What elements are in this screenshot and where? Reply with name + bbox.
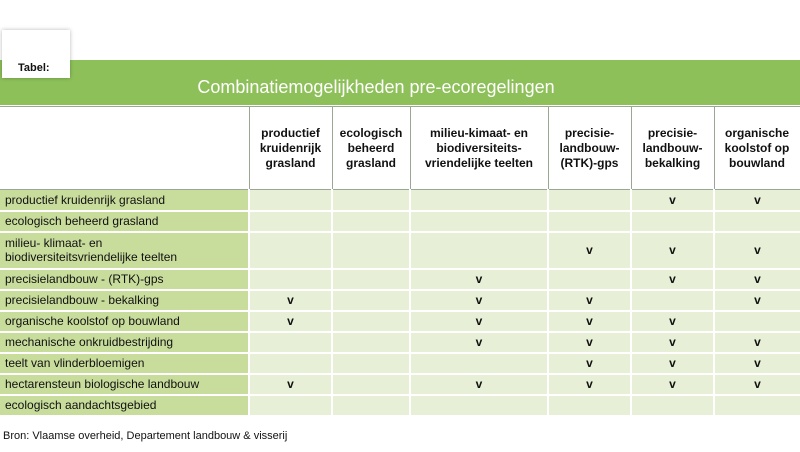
table-row [0, 374, 800, 395]
row-label: teelt van vlinderbloemigen [0, 353, 249, 374]
column-header-text: productief kruidenrijk grasland [259, 125, 322, 170]
table-cell [332, 311, 410, 332]
table-cell: v [631, 190, 714, 211]
table-cell [332, 353, 410, 374]
table-title: Combinatiemogelijkheden pre-ecoregelingen [197, 77, 555, 97]
table-cell: v [714, 374, 800, 395]
table-cell [631, 395, 714, 416]
table-cell: v [249, 290, 332, 311]
table-cell [249, 332, 332, 353]
column-header [714, 107, 800, 190]
table-cell [410, 232, 548, 269]
table-cell: v [249, 311, 332, 332]
table-cell: v [410, 269, 548, 290]
row-label: mechanische onkruidbestrijding [0, 332, 249, 353]
table-cell: v [631, 332, 714, 353]
table-cell: v [249, 374, 332, 395]
row-label: productief kruidenrijk grasland [0, 190, 249, 211]
table-cell [548, 211, 631, 232]
table-cell: v [410, 332, 548, 353]
table-row [0, 311, 800, 332]
table-tag-label: Tabel: [18, 62, 50, 74]
row-label: organische koolstof op bouwland [0, 311, 249, 332]
table-cell [410, 190, 548, 211]
table-cell: v [548, 311, 631, 332]
table-row [0, 353, 800, 374]
table-cell [714, 311, 800, 332]
table-cell [631, 211, 714, 232]
table-cell [332, 290, 410, 311]
table-cell: v [714, 190, 800, 211]
table-cell: v [548, 232, 631, 269]
table-cell [249, 190, 332, 211]
table-cell [332, 374, 410, 395]
column-header [548, 107, 631, 190]
row-label: hectarensteun biologische landbouw [0, 374, 249, 395]
table-cell: v [410, 374, 548, 395]
table-cell [548, 395, 631, 416]
table-cell [249, 211, 332, 232]
table-cell [631, 290, 714, 311]
table-row [0, 290, 800, 311]
table-cell: v [410, 311, 548, 332]
table-cell [332, 269, 410, 290]
table-cell [249, 269, 332, 290]
table-cell: v [714, 353, 800, 374]
table-body [0, 190, 800, 416]
table-cell: v [631, 311, 714, 332]
column-header [332, 107, 410, 190]
row-label: ecologisch aandachtsgebied [0, 395, 249, 416]
table-row [0, 332, 800, 353]
table-cell [548, 190, 631, 211]
table-cell: v [548, 353, 631, 374]
table-cell: v [410, 290, 548, 311]
table-cell [410, 211, 548, 232]
table-cell [332, 395, 410, 416]
table-cell: v [631, 269, 714, 290]
table-cell: v [714, 290, 800, 311]
table-cell [249, 232, 332, 269]
column-header-text: precisie- landbouw- bekalking [642, 125, 703, 170]
table-cell [410, 395, 548, 416]
table-cell: v [631, 374, 714, 395]
table-row [0, 395, 800, 416]
table-row [0, 190, 800, 211]
table-cell [548, 269, 631, 290]
column-header [631, 107, 714, 190]
table-cell: v [714, 232, 800, 269]
combination-table [0, 106, 800, 417]
table-cell [332, 232, 410, 269]
table-cell [332, 211, 410, 232]
header-row [0, 107, 800, 190]
row-label: milieu- klimaat- en biodiversiteitsvriendelijke teelten [0, 232, 249, 269]
source-note: Bron: Vlaamse overheid, Departement landbouw & visserij [3, 430, 288, 442]
column-header-text: milieu-kimaat- en biodiversiteits- vriendelijke teelten [424, 125, 534, 170]
table-cell [410, 353, 548, 374]
table-cell [714, 395, 800, 416]
table-cell: v [631, 353, 714, 374]
header-corner [0, 107, 249, 190]
table-cell [249, 353, 332, 374]
table-row [0, 269, 800, 290]
row-label: precisielandbouw - bekalking [0, 290, 249, 311]
table-cell: v [548, 374, 631, 395]
table-cell: v [714, 332, 800, 353]
table-cell: v [548, 332, 631, 353]
column-header-text: ecologisch beheerd grasland [339, 125, 403, 170]
table-cell: v [631, 232, 714, 269]
column-header [249, 107, 332, 190]
table-row [0, 211, 800, 232]
table-cell [332, 190, 410, 211]
table-cell: v [714, 269, 800, 290]
row-label: ecologisch beheerd grasland [0, 211, 249, 232]
table-cell [332, 332, 410, 353]
table-row [0, 232, 800, 269]
column-header-text: organische koolstof op bouwland [724, 125, 790, 170]
column-header-text: precisie- landbouw- (RTK)-gps [559, 125, 620, 170]
table-cell: v [548, 290, 631, 311]
column-header [410, 107, 548, 190]
row-label: precisielandbouw - (RTK)-gps [0, 269, 249, 290]
table-cell [249, 395, 332, 416]
table-cell [714, 211, 800, 232]
